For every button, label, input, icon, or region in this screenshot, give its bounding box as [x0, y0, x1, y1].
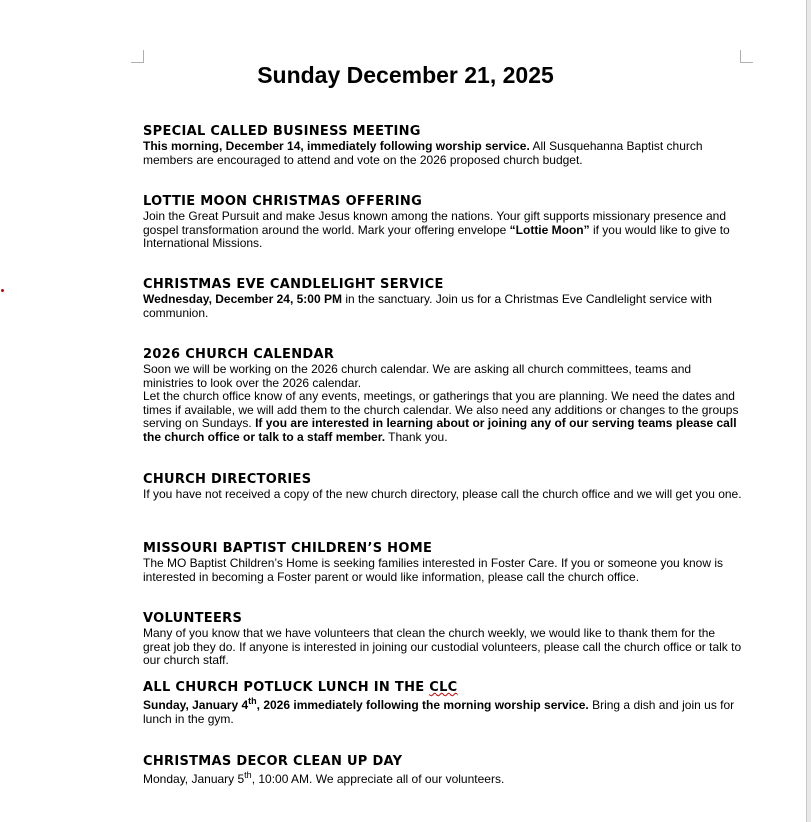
section-body: The MO Baptist Children’s Home is seeking families interested in Foster Care. If you or someone you know is interested in becoming a Foster parent or would like information, please call the church office.	[143, 556, 724, 584]
section-body: Monday, January 5th, 10:00 AM. We appreciate all of our volunteers.	[143, 770, 505, 786]
bold-text: If you are interested in learning about or joining any of our serving teams please call the church office or talk to a staff member.	[143, 416, 737, 444]
section-heading: ALL CHURCH POTLUCK LUNCH IN THE CLC	[143, 680, 458, 695]
section-heading: LOTTIE MOON CHRISTMAS OFFERING	[143, 194, 423, 209]
section-business-meeting	[143, 124, 743, 167]
page-edge	[806, 0, 811, 822]
bold-text: “Lottie Moon”	[509, 222, 590, 237]
section-heading: CHRISTMAS DECOR CLEAN UP DAY	[143, 754, 403, 769]
section-volunteers	[143, 611, 743, 668]
section-heading: 2026 CHURCH CALENDAR	[143, 347, 335, 362]
section-potluck	[143, 680, 743, 726]
section-body: Join the Great Pursuit and make Jesus known among the nations. Your gift supports missionary presence and gospel transformation around the world. Mark your offering envelope “Lottie Moon” if you would like to give to International Missions.	[143, 209, 730, 250]
page-title: Sunday December 21, 2025	[257, 62, 554, 88]
section-body: If you have not received a copy of the new church directory, please call the church office and we will get you one.	[143, 487, 742, 501]
section-childrens-home	[143, 541, 743, 584]
section-body: Many of you know that we have volunteers that clean the church weekly, we would like to thank them for the great job they do. If anyone is interested in joining our custodial volunteers, please call the church office or talk to our church staff.	[143, 626, 742, 667]
bold-text: Sunday, January 4th, 2026 immediately following the morning worship service.	[143, 696, 589, 712]
section-decor-cleanup	[143, 754, 743, 787]
section-heading: VOLUNTEERS	[143, 611, 243, 626]
bold-text: Wednesday, December 24, 5:00 PM	[143, 292, 342, 306]
section-heading: CHRISTMAS EVE CANDLELIGHT SERVICE	[143, 277, 444, 292]
section-church-directories	[143, 472, 743, 502]
section-heading: MISSOURI BAPTIST CHILDREN’S HOME	[143, 541, 433, 556]
section-candlelight	[143, 277, 743, 320]
section-church-calendar	[143, 347, 743, 444]
bold-text: This morning, December 14, immediately following worship service.	[143, 139, 530, 153]
section-lottie-moon	[143, 194, 743, 251]
section-body: Soon we will be working on the 2026 church calendar. We are asking all church committees, teams and ministries to look over the 2026 calendar. Let the church office know of any events, meetings, or gatherings that you are planning. We need the dates and times if available, we will add them to the church calendar. We also need any additions or changes to the groups serving on Sundays. If you are interested in learning about or joining any of our serving teams please call the church office or talk to a staff member. Thank you.	[143, 362, 739, 444]
red-dot-marker	[1, 289, 4, 292]
section-body: This morning, December 14, immediately following worship service. All Susquehanna Baptist church members are encouraged to attend and vote on the 2026 proposed church budget.	[143, 139, 703, 167]
section-body: Wednesday, December 24, 5:00 PM in the sanctuary. Join us for a Christmas Eve Candlelight service with communion.	[143, 292, 712, 320]
spellcheck-word: CLC	[429, 680, 458, 695]
section-body: Sunday, January 4th, 2026 immediately following the morning worship service. Bring a dish and join us for lunch in the gym.	[143, 696, 735, 726]
section-heading: CHURCH DIRECTORIES	[143, 472, 312, 487]
section-heading: SPECIAL CALLED BUSINESS MEETING	[143, 124, 421, 139]
